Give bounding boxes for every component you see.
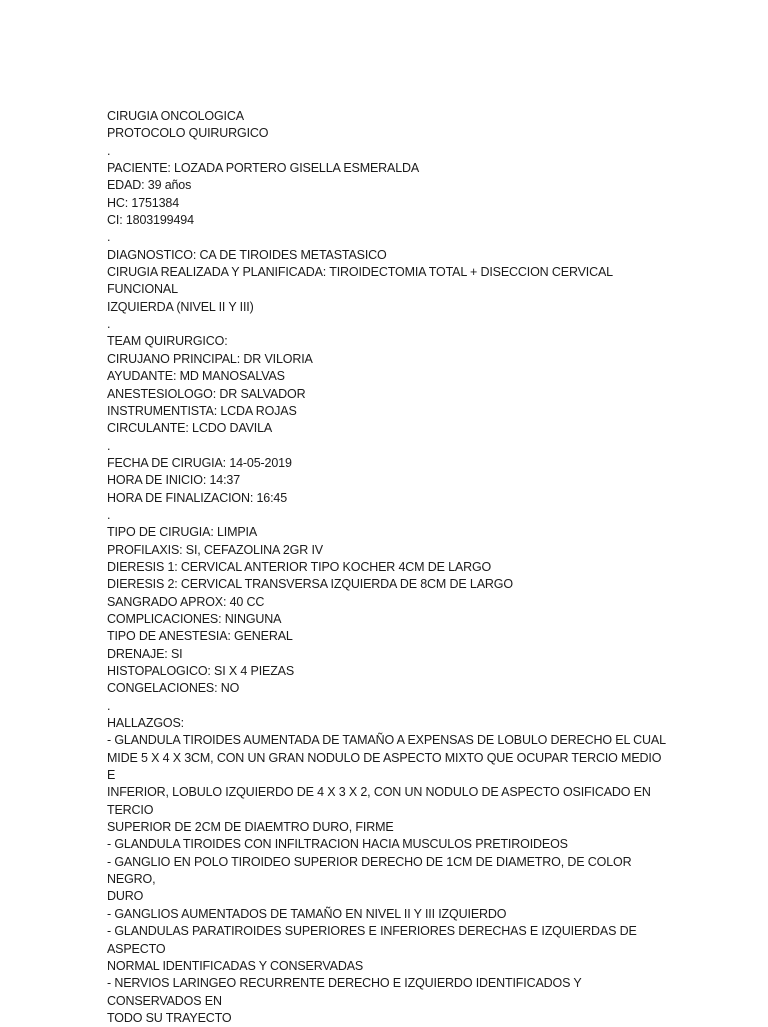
findings-heading: HALLAZGOS: (107, 716, 184, 731)
end-time: HORA DE FINALIZACION: 16:45 (107, 490, 288, 505)
finding-line: DURO (107, 889, 144, 904)
finding-line: - GLANDULA TIROIDES CON INFILTRACION HACIA MUSCULOS PRETIROIDEOS (107, 837, 568, 852)
finding-line: SUPERIOR DE 2CM DE DIAEMTRO DURO, FIRME (107, 820, 394, 835)
team-instrumentist: INSTRUMENTISTA: LCDA ROJAS (107, 403, 297, 418)
surgery-type: TIPO DE CIRUGIA: LIMPIA (107, 525, 258, 540)
document-subtitle: PROTOCOLO QUIRURGICO (107, 126, 269, 141)
finding-line: - GLANDULA TIROIDES AUMENTADA DE TAMAÑO A EXPENSAS DE LOBULO DERECHO EL CUAL (107, 733, 666, 748)
dieresis-2: DIERESIS 2: CERVICAL TRANSVERSA IZQUIERDA DE 8CM DE LARGO (107, 577, 513, 592)
team-anesthesiologist: ANESTESIOLOGO: DR SALVADOR (107, 386, 306, 401)
separator-dot: . (107, 438, 111, 453)
patient-ci: CI: 1803199494 (107, 213, 194, 228)
team-surgeon: CIRUJANO PRINCIPAL: DR VILORIA (107, 351, 313, 366)
separator-dot: . (107, 143, 111, 158)
separator-dot: . (107, 698, 111, 713)
finding-line: - GANGLIOS AUMENTADOS DE TAMAÑO EN NIVEL II Y III IZQUIERDO (107, 906, 507, 921)
prophylaxis: PROFILAXIS: SI, CEFAZOLINA 2GR IV (107, 542, 323, 557)
histopathology: HISTOPALOGICO: SI X 4 PIEZAS (107, 664, 295, 678)
surgery-performed-continued: IZQUIERDA (NIVEL II Y III) (107, 299, 254, 314)
dieresis-1: DIERESIS 1: CERVICAL ANTERIOR TIPO KOCHER 4CM DE LARGO (107, 559, 492, 574)
frozen-sections: CONGELACIONES: NO (107, 681, 240, 696)
document-title: CIRUGIA ONCOLOGICA (107, 109, 244, 123)
separator-dot: . (107, 507, 111, 522)
finding-line: - GLANDULAS PARATIROIDES SUPERIORES E INFERIORES DERECHAS E IZQUIERDAS DE ASPECTO (107, 924, 640, 956)
finding-line: INFERIOR, LOBULO IZQUIERDO DE 4 X 3 X 2, CON UN NODULO DE ASPECTO OSIFICADO EN TERCIO (107, 785, 654, 817)
finding-line: NORMAL IDENTIFICADAS Y CONSERVADAS (107, 958, 364, 973)
finding-line: MIDE 5 X 4 X 3CM, CON UN GRAN NODULO DE ASPECTO MIXTO QUE OCUPAR TERCIO MEDIO E (107, 750, 665, 783)
document-page (107, 108, 667, 1027)
separator-dot: . (107, 317, 111, 332)
patient-hc: HC: 1751384 (107, 195, 180, 210)
surgery-performed: CIRUGIA REALIZADA Y PLANIFICADA: TIROIDECTOMIA TOTAL + DISECCION CERVICAL FUNCIONAL (107, 265, 616, 297)
diagnosis: DIAGNOSTICO: CA DE TIROIDES METASTASICO (107, 247, 387, 262)
finding-line: TODO SU TRAYECTO (107, 1010, 232, 1025)
patient-name: PACIENTE: LOZADA PORTERO GISELLA ESMERALDA (107, 161, 420, 176)
team-heading: TEAM QUIRURGICO: (107, 334, 228, 349)
complications: COMPLICACIONES: NINGUNA (107, 611, 282, 626)
drainage: DRENAJE: SI (107, 646, 183, 661)
finding-line: - NERVIOS LARINGEO RECURRENTE DERECHO E IZQUIERDO IDENTIFICADOS Y CONSERVADOS EN (107, 976, 585, 1008)
bleeding: SANGRADO APROX: 40 CC (107, 594, 265, 609)
anesthesia-type: TIPO DE ANESTESIA: GENERAL (107, 629, 293, 644)
finding-line: - GANGLIO EN POLO TIROIDEO SUPERIOR DERECHO DE 1CM DE DIAMETRO, DE COLOR NEGRO, (107, 854, 635, 887)
separator-dot: . (107, 230, 111, 245)
team-circulating: CIRCULANTE: LCDO DAVILA (107, 421, 273, 436)
start-time: HORA DE INICIO: 14:37 (107, 473, 241, 488)
patient-age: EDAD: 39 años (107, 178, 192, 193)
surgery-date: FECHA DE CIRUGIA: 14-05-2019 (107, 455, 292, 470)
team-assistant: AYUDANTE: MD MANOSALVAS (107, 369, 285, 384)
